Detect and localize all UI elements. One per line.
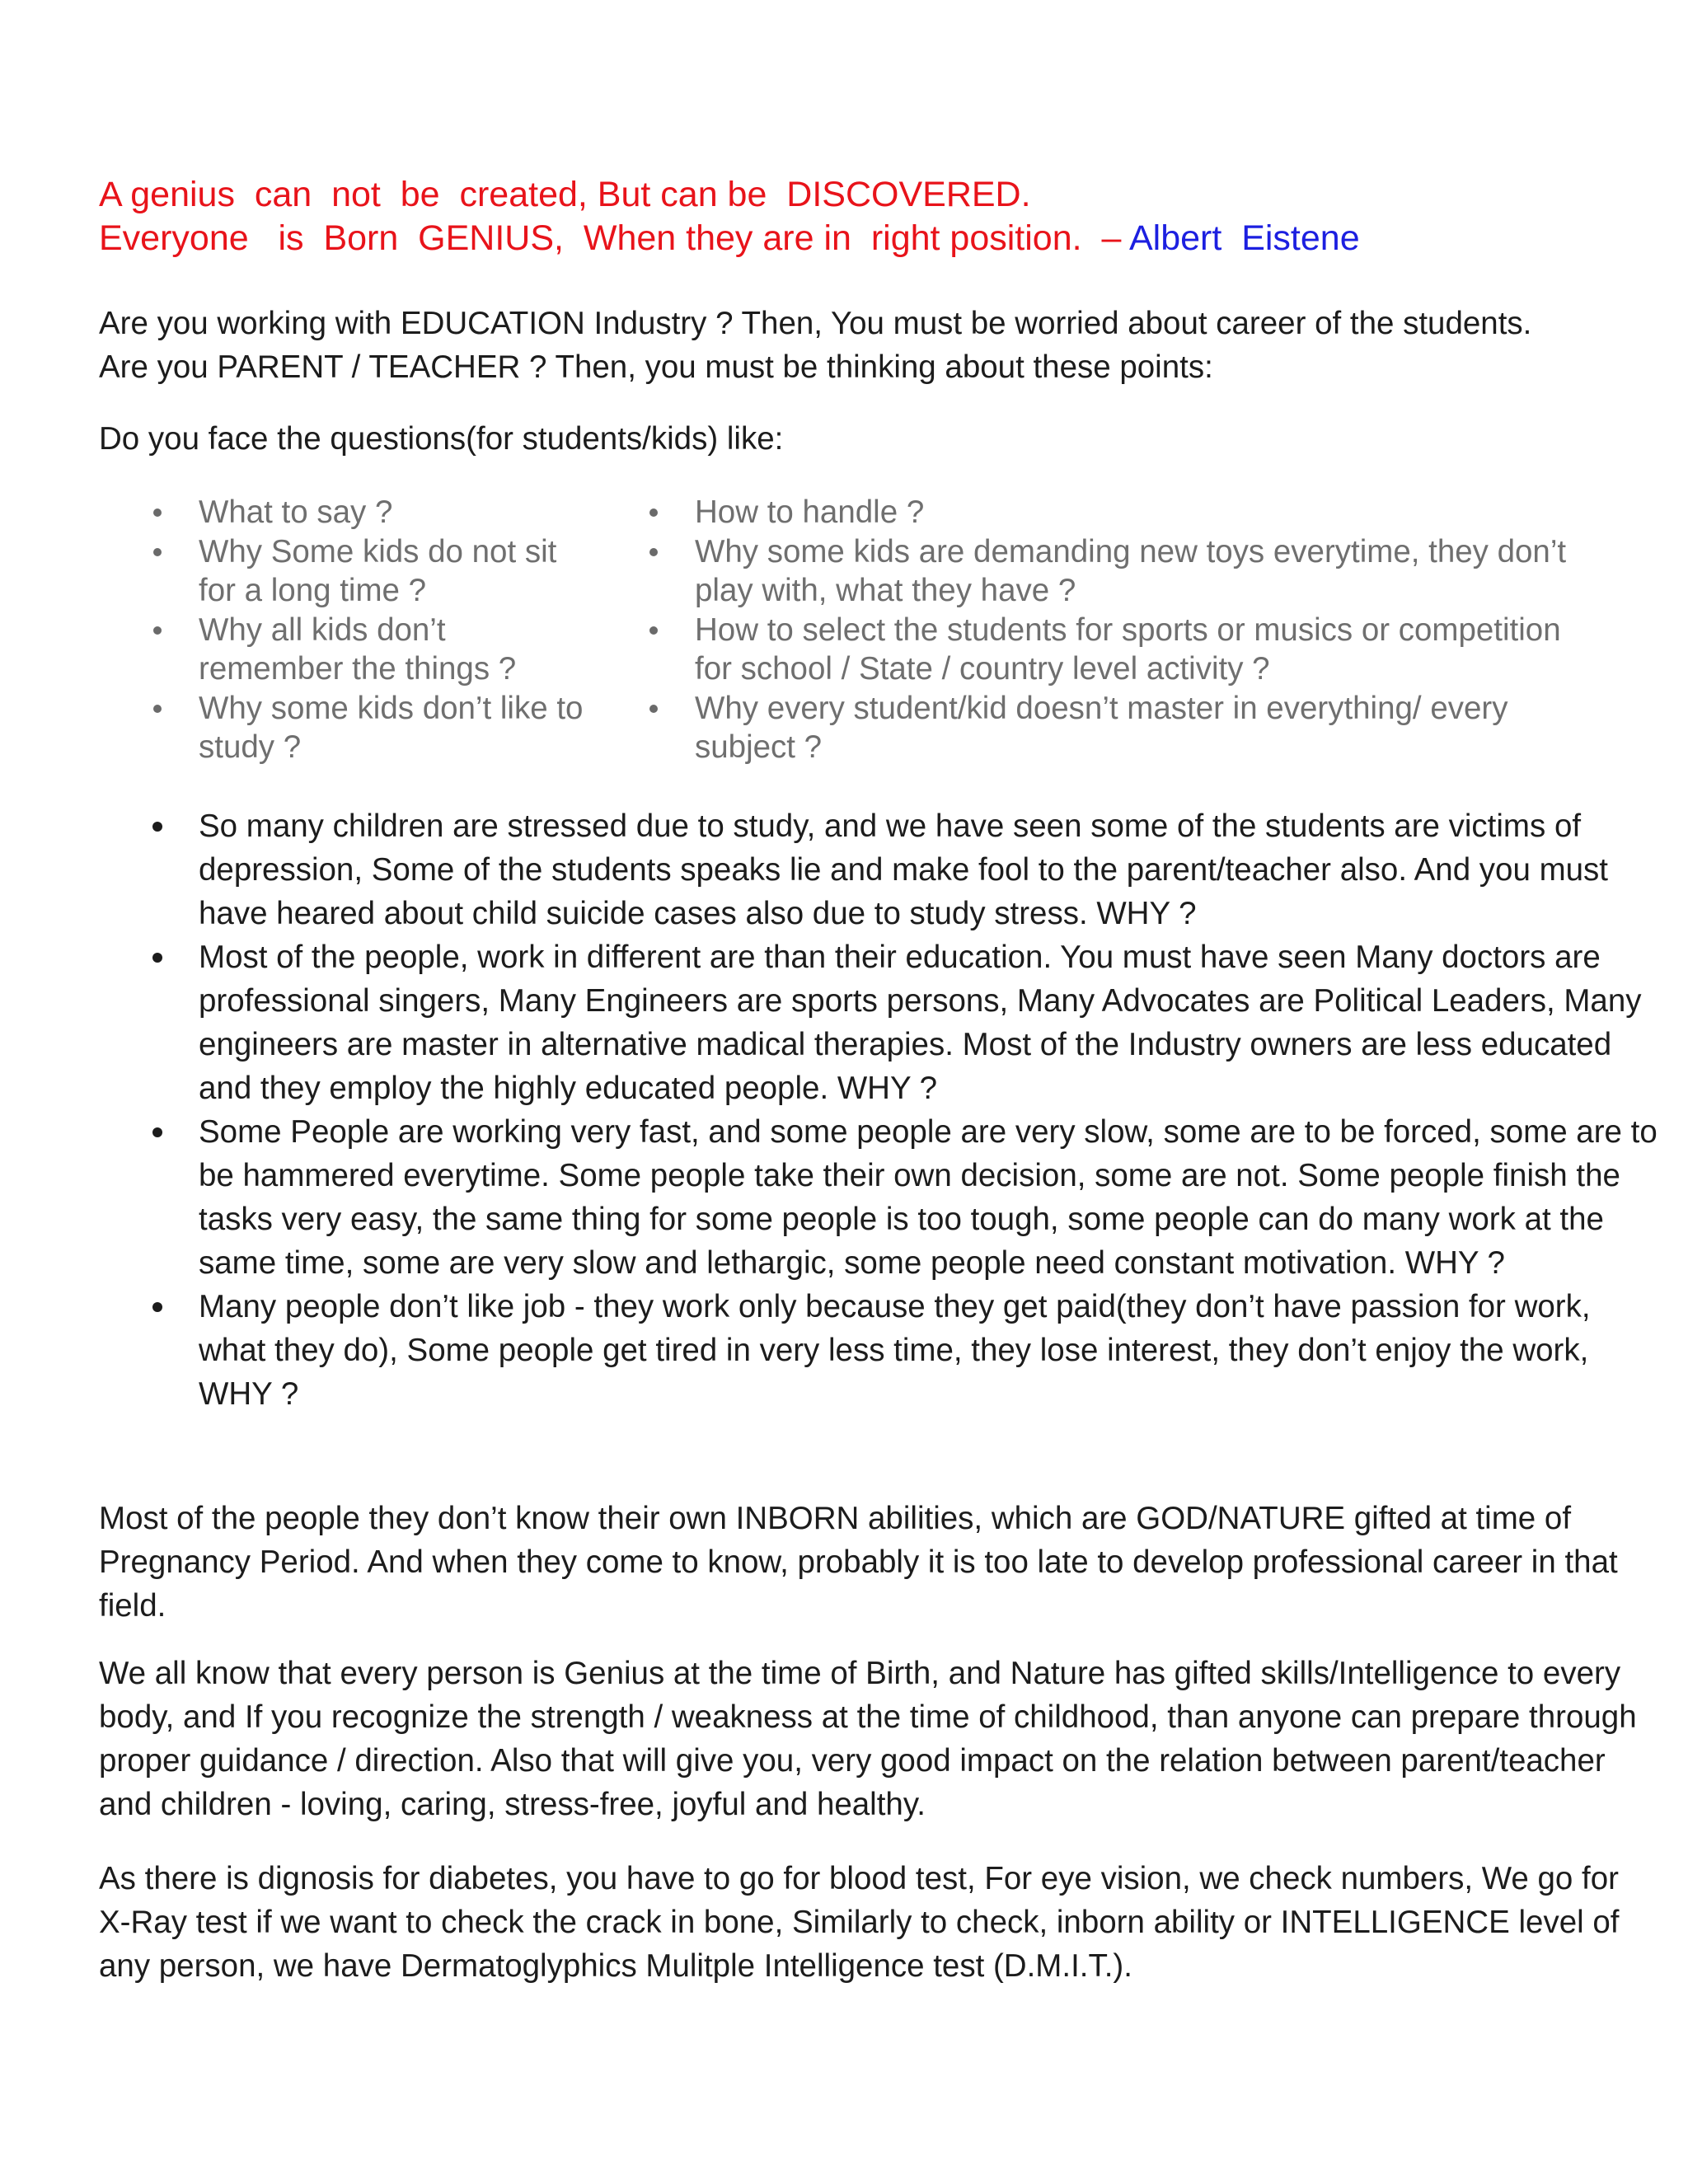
bullet-icon [153, 548, 162, 556]
bullet-icon [152, 1127, 162, 1137]
quote-block [99, 173, 1599, 260]
paragraph-dmit-test: As there is dignosis for diabetes, you have to go for blood test, For eye vision, we check numbers, We go for X-Ray test if we want to check the crack in bone, Similarly to check, inborn ability or INTELLIGENCE level of any person, we have Dermatoglyphics Mulitple Intelligence test (D.M.I.T.). [99, 1861, 1620, 1984]
bullet-icon [153, 705, 162, 713]
bullet-icon [649, 548, 658, 556]
list-item: How to handle ? [695, 493, 1585, 532]
paragraph-genius-at-birth: We all know that every person is Genius at the time of Birth, and Nature has gifted skills/Intelligence to every body, and If you recognize the strength / weakness at the time of childhood, than anyone can prepare through proper guidance / direction. Also that will give you, very good impact on the relation between parent/teacher and children - loving, caring, stress-free, joyful and healthy. [99, 1656, 1637, 1822]
bullet-icon [153, 626, 162, 635]
list-item: What to say ? [199, 493, 594, 532]
bullet-icon [649, 705, 658, 713]
list-item: Most of the people, work in different are than their education. You must have seen Many doctors are professional singers, Many Engineers are sports persons, Many Advocates are Political Leaders, Many engineers are master in alternative madical therapies. Most of the Industry owners are less educated and they employ the highly educated people. WHY ? [199, 935, 1666, 1110]
questions-right-list [695, 493, 1585, 767]
list-item: Many people don’t like job - they work only because they get paid(they don’t have passion for work, what they do), Some people get tired in very less time, they lose interest, they don’t enjoy the work, WHY ? [199, 1285, 1666, 1416]
list-item: Why all kids don’t remember the things ? [199, 611, 594, 689]
questions-heading: Do you face the questions(for students/kids) like: [99, 421, 784, 457]
bullet-icon [152, 822, 162, 832]
bullet-icon [153, 509, 162, 517]
questions-left-list [199, 493, 594, 767]
bullet-icon [649, 626, 658, 635]
intro-paragraph [99, 302, 1648, 389]
main-points-list [199, 804, 1666, 1416]
list-item: Why Some kids do not sit for a long time ? [199, 532, 594, 611]
bullet-icon [649, 509, 658, 517]
list-item: Why some kids are demanding new toys everytime, they don’t play with, what they have ? [695, 532, 1585, 611]
list-item: Why every student/kid doesn’t master in everything/ every subject ? [695, 689, 1585, 767]
list-item: Why some kids don’t like to study ? [199, 689, 594, 767]
quote-author: Albert Eistene [1128, 218, 1360, 258]
paragraph-inborn-abilities: Most of the people they don’t know their own INBORN abilities, which are GOD/NATURE gifted at time of Pregnancy Period. And when they come to know, probably it is too late to develop professional career in that field. [99, 1501, 1618, 1624]
quote-line-1: A genius can not be created, But can be DISCOVERED. [99, 175, 1031, 214]
intro-line-2: Are you PARENT / TEACHER ? Then, you must be thinking about these points: [99, 349, 1213, 385]
bullet-icon [152, 953, 162, 963]
list-item: Some People are working very fast, and some people are very slow, some are to be forced, some are to be hammered everytime. Some people take their own decision, some are not. Some people finish the tasks very easy, the same thing for some people is too tough, some people can do many work at the same time, some are very slow and lethargic, some people need constant motivation. WHY ? [199, 1110, 1666, 1285]
list-item: How to select the students for sports or musics or competition for school / State / country level activity ? [695, 611, 1585, 689]
list-item: So many children are stressed due to study, and we have seen some of the students are victims of depression, Some of the students speaks lie and make fool to the parent/teacher also. And you must have heared about child suicide cases also due to study stress. WHY ? [199, 804, 1666, 935]
quote-line-2: Everyone is Born GENIUS, When they are in right position. – [99, 218, 1129, 258]
intro-line-1: Are you working with EDUCATION Industry ? Then, You must be worried about career of the students. [99, 306, 1532, 341]
bullet-icon [152, 1302, 162, 1312]
